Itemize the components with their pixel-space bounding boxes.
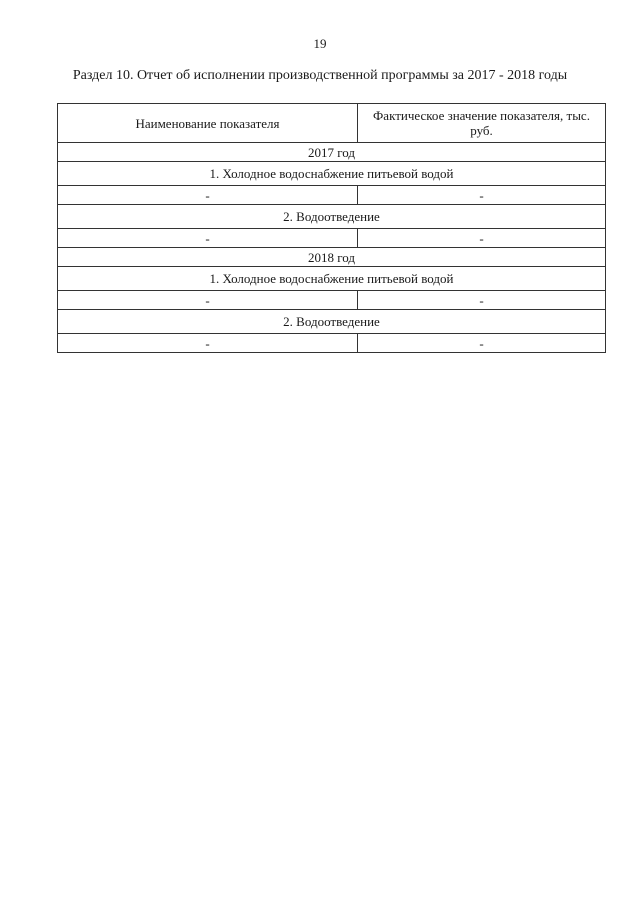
- indicator-name-cell: -: [58, 334, 358, 353]
- year-label: 2018 год: [58, 248, 606, 267]
- service-title: 2. Водоотведение: [58, 205, 606, 229]
- indicator-value-cell: -: [358, 229, 606, 248]
- table-row: [58, 334, 606, 353]
- service-row: [58, 310, 606, 334]
- indicator-name-cell: -: [58, 291, 358, 310]
- header-indicator-name: Наименование показателя: [58, 104, 358, 143]
- year-row-2017: [58, 143, 606, 162]
- production-program-report-table: [57, 103, 606, 353]
- indicator-value-cell: -: [358, 291, 606, 310]
- service-row: [58, 205, 606, 229]
- service-row: [58, 162, 606, 186]
- table-row: [58, 186, 606, 205]
- service-title: 1. Холодное водоснабжение питьевой водой: [58, 162, 606, 186]
- year-row-2018: [58, 248, 606, 267]
- indicator-value-cell: -: [358, 334, 606, 353]
- indicator-value-cell: -: [358, 186, 606, 205]
- service-title: 2. Водоотведение: [58, 310, 606, 334]
- section-title: Раздел 10. Отчет об исполнении производственной программы за 2017 - 2018 годы: [72, 68, 568, 83]
- year-label: 2017 год: [58, 143, 606, 162]
- indicator-name-cell: -: [58, 186, 358, 205]
- table-row: [58, 291, 606, 310]
- header-actual-value: Фактическое значение показателя, тыс. руб.: [358, 104, 606, 143]
- indicator-name-cell: -: [58, 229, 358, 248]
- table-header-row: [58, 104, 606, 143]
- table-row: [58, 229, 606, 248]
- service-row: [58, 267, 606, 291]
- service-title: 1. Холодное водоснабжение питьевой водой: [58, 267, 606, 291]
- page-number: 19: [313, 36, 327, 51]
